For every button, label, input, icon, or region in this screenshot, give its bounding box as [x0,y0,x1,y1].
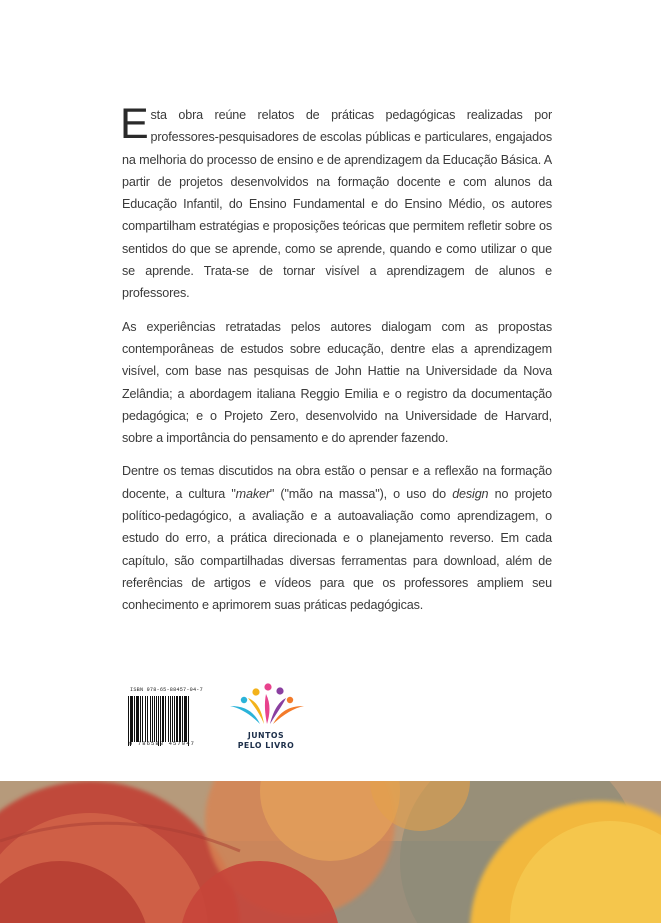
isbn-barcode [128,686,224,754]
paragraph-3-text-c: no projeto político-pedagógico, a avaliação e a autoavaliação como aprendizagem, o estudo do erro, a prática direcionada e o planejamento reverso. Em cada capítulo, são compartilhadas diversas ferramentas para download, além de referências de artigos e vídeos para que os professores ampliem seu conhecimento e aprimorem suas práticas pedagógicas. [122,486,552,613]
paragraph-3 [122,460,552,616]
logo-line-2: PELO LIVRO [237,741,295,750]
design-term: design [452,486,489,501]
paragraph-3-text-b: " ("mão na massa"), o uso do [269,486,453,501]
paragraph-1-text: sta obra reúne relatos de práticas pedagógicas realizadas por professores-pesquisadores de escolas públicas e particulares, engajados na melhoria do processo de ensino e de aprendizagem da Educação Básica. A partir de projetos desenvolvidos na formação docente e com alunos da Educação Infantil, do Ensino Fundamental e do Ensino Médio, os autores compartilham estratégias e proposições teóricas que permitem refletir sobre os sentidos do que se aprende, como se aprende, quando e como utilizar o que se aprende. Trata-se de tornar visível a aprendizagem de alunos e professores. [122,108,552,301]
barcode-bars [128,696,224,742]
drop-cap: E [120,100,149,148]
paragraph-1 [120,100,552,305]
barcode-space [189,696,190,746]
abstract-circles-image [0,781,661,923]
logo-line-1: JUNTOS [247,731,285,740]
people-icon [226,682,306,726]
paragraph-2: As experiências retratadas pelos autores dialogam com as propostas contemporâneas de estudos sobre educação, dentre elas a aprendizagem visível, com base nas pesquisas de John Hattie na Universidade da Nova Zelândia; a abordagem italiana Reggio Emilia e o registro da documentação pedagógica; e o Projeto Zero, desenvolvido na Universidade de Harvard, sobre a importância do pensamento e do aprender fazendo. [122,319,552,446]
isbn-digits: 9 786588 457047 [129,740,196,747]
maker-term: maker [235,486,270,501]
watercolor-artwork [0,781,661,923]
juntos-pelo-livro-logo [226,682,306,754]
isbn-label: ISBN 978-65-88457-04-7 [130,687,203,693]
paragraph-3-text-a: Dentre os temas discutidos na obra estão o pensar e a reflexão na formação docente, a cultura " [122,464,552,501]
back-cover-text [120,100,552,628]
